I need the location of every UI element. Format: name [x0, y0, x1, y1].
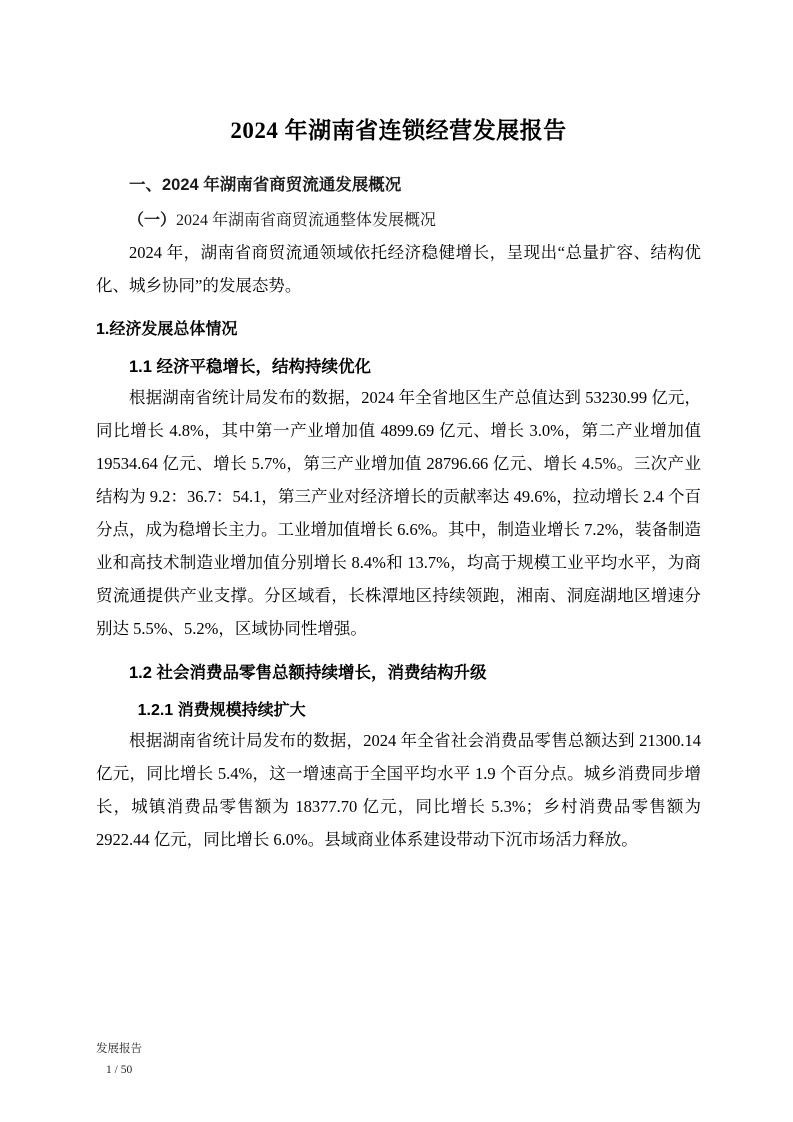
heading-section-1-2: 1.2 社会消费品零售总额持续增长，消费结构升级 [129, 664, 487, 682]
page-title: 2024 年湖南省连锁经营发展报告 [230, 118, 567, 143]
heading-section-1: 1.经济发展总体情况 [96, 321, 238, 338]
heading-level-2-prefix: （一） [128, 212, 177, 229]
heading-section-1-2-1: 1.2.1 消费规模持续扩大 [137, 702, 306, 719]
paragraph-intro: 2024 年，湖南省商贸流通领域依托经济稳健增长，呈现出“总量扩容、结构优化、城乡协同”的发展态势。 [96, 243, 701, 295]
page-content [96, 96, 701, 858]
paragraph-retail: 根据湖南省统计局发布的数据，2024 年全省社会消费品零售总额达到 21300.14 亿元，同比增长 5.4%，这一增速高于全国平均水平 1.9 个百分点。城乡消费同步增长，城镇消费品零售额为 18377.70 亿元，同比增长 5.3%；乡村消费品零售额为 2922.44 亿元，同比增长 6.0%。县域商业体系建设带动下沉市场活力释放。 [96, 731, 701, 849]
page-footer [96, 1040, 142, 1076]
heading-section-1-1: 1.1 经济平稳增长，结构持续优化 [129, 358, 372, 376]
page-number: 1 / 50 [106, 1064, 133, 1076]
heading-level-2-text: 2024 年湖南省商贸流通整体发展概况 [176, 212, 437, 229]
footer-label: 发展报告 [96, 1043, 142, 1055]
paragraph-economy: 根据湖南省统计局发布的数据，2024 年全省地区生产总值达到 53230.99 亿元，同比增长 4.8%，其中第一产业增加值 4899.69 亿元、增长 3.0%，第二产业增加值 19534.64 亿元、增长 5.7%，第三产业增加值 28796.66 亿元、增长 4.5%。三次产业结构为 9.2：36.7：54.1，第三产业对经济增长的贡献率达 49.6%，拉动增长 2.4 个百分点，成为稳增长主力。工业增加值增长 6.6%。其中，制造业增长 7.2%，装备制造业和高技术制造业增加值分别增长 8.4%和 13.7%，均高于规模工业平均水平，为商贸流通提供产业支撑。分区域看，长株潭地区持续领跑，湘南、洞庭湖地区增速分别达 5.5%、5.2%，区域协同性增强。 [96, 388, 701, 638]
heading-level-2 [96, 207, 701, 230]
heading-level-1: 一、2024 年湖南省商贸流通发展概况 [129, 176, 402, 194]
